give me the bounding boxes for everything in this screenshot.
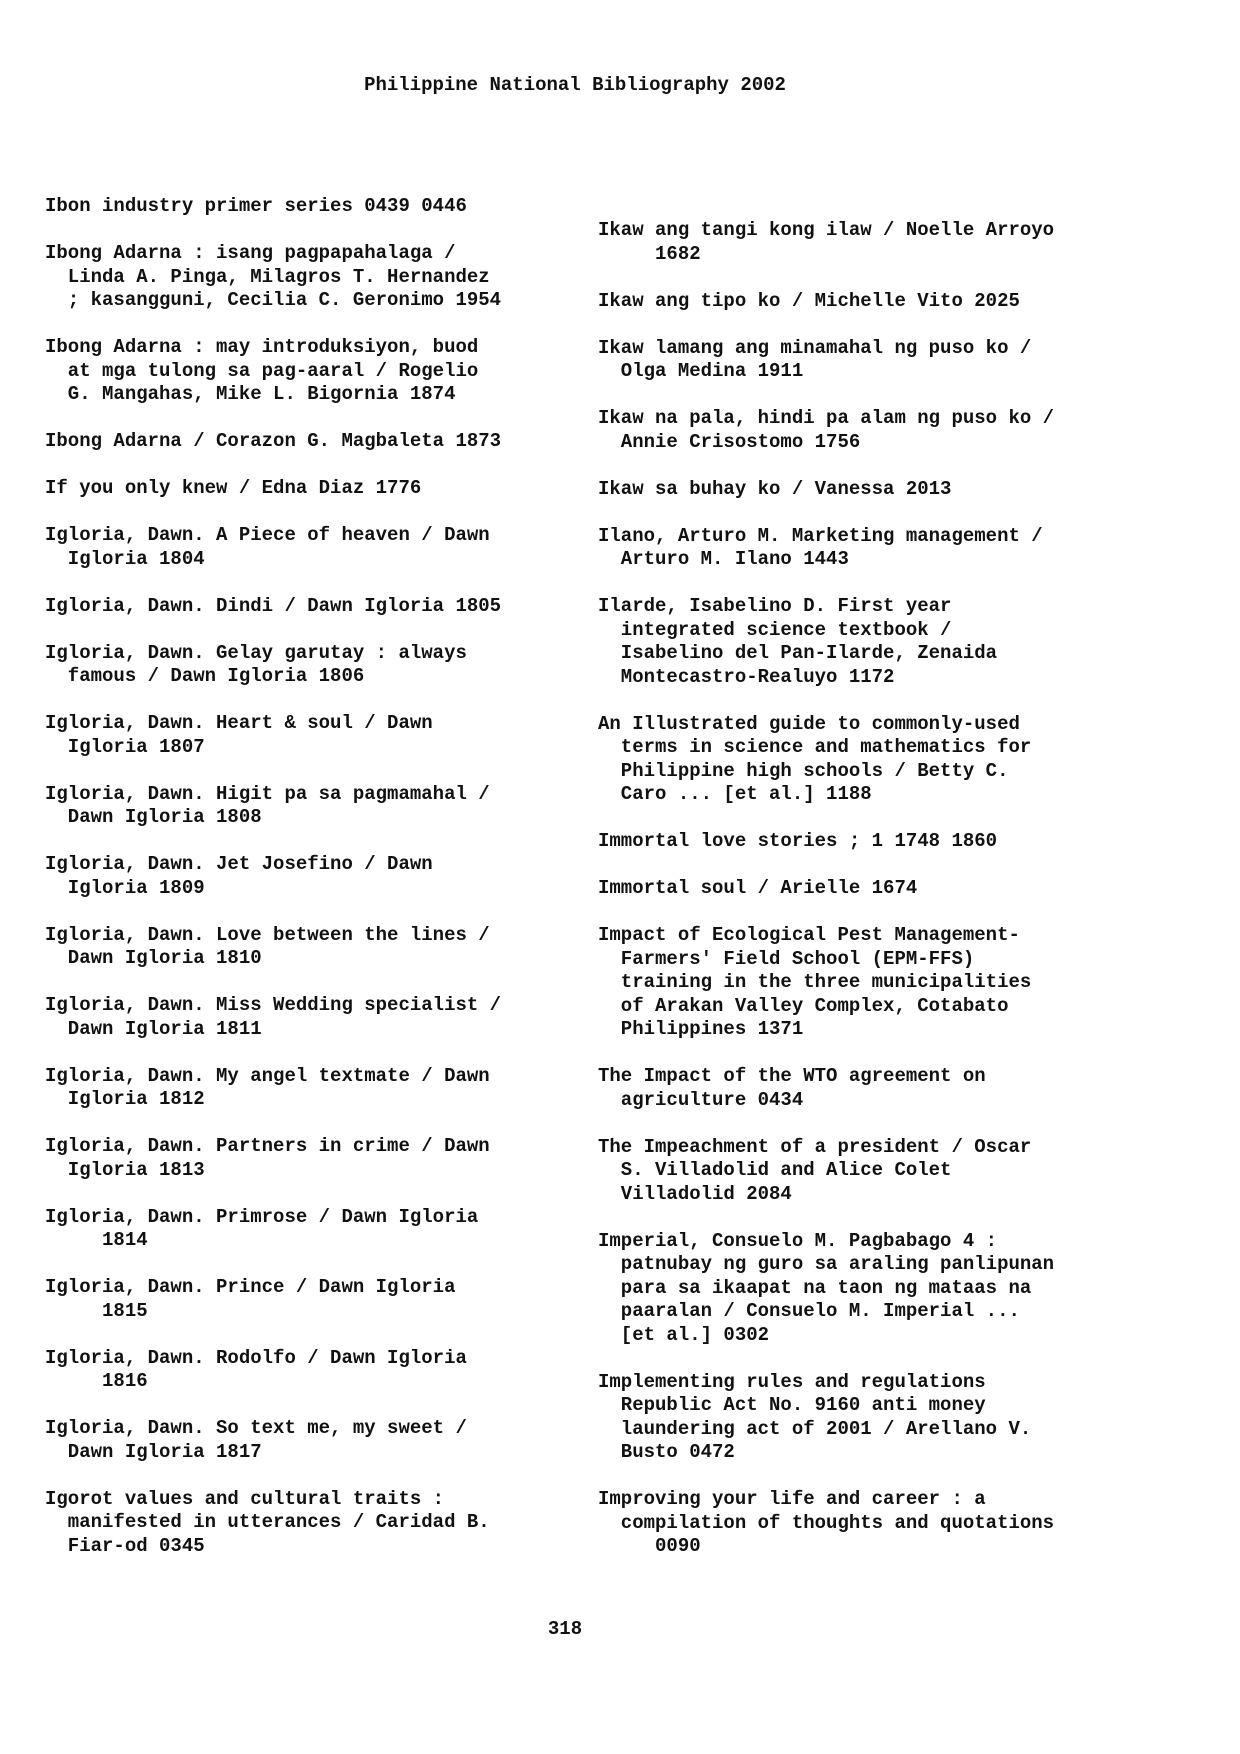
bibliography-entry: Ibong Adarna / Corazon G. Magbaleta 1873	[45, 430, 502, 452]
bibliography-entry: Ilano, Arturo M. Marketing management / Arturo M. Ilano 1443	[598, 524, 1043, 570]
left-column-entries	[45, 195, 605, 1582]
bibliography-entry: Improving your life and career : a compilation of thoughts and quotations 0090	[598, 1488, 1055, 1557]
bibliography-entry: Igloria, Dawn. Love between the lines / Dawn Igloria 1810	[45, 923, 490, 969]
bibliography-entry: Implementing rules and regulations Republic Act No. 9160 anti money laundering act of 2001 / Arellano V. Busto 0472	[598, 1370, 1032, 1463]
bibliography-entry: An Illustrated guide to commonly-used terms in science and mathematics for Philippine high schools / Betty C. Caro ... [et al.] 1188	[598, 712, 1032, 805]
bibliography-entry: If you only knew / Edna Diaz 1776	[45, 477, 422, 499]
bibliography-entry: Ikaw ang tipo ko / Michelle Vito 2025	[598, 289, 1020, 312]
bibliography-entry: Ibon industry primer series 0439 0446	[45, 195, 467, 217]
bibliography-entry: Ikaw lamang ang minamahal ng puso ko / Olga Medina 1911	[598, 336, 1032, 382]
bibliography-entry: Igloria, Dawn. Miss Wedding specialist / Dawn Igloria 1811	[45, 994, 502, 1040]
bibliography-entry: Igloria, Dawn. Dindi / Dawn Igloria 1805	[45, 594, 502, 617]
bibliography-entry: Ikaw ang tangi kong ilaw / Noelle Arroyo 1682	[598, 219, 1055, 265]
bibliography-entry: Ibong Adarna : may introduksiyon, buod at mga tulong sa pag-aaral / Rogelio G. Mangahas, Mike L. Bigornia 1874	[45, 336, 479, 405]
bibliography-entry: Ilarde, Isabelino D. First year integrated science textbook / Isabelino del Pan-Ilarde, Zenaida Montecastro-Realuyo 1172	[598, 595, 998, 688]
page-header-title: Philippine National Bibliography 2002	[364, 74, 786, 96]
bibliography-entry: Igloria, Dawn. Gelay garutay : always famous / Dawn Igloria 1806	[45, 641, 467, 687]
bibliography-entry: Igloria, Dawn. Heart & soul / Dawn Igloria 1807	[45, 712, 433, 758]
bibliography-entry: Immortal soul / Arielle 1674	[598, 877, 918, 899]
bibliography-entry: Ikaw sa buhay ko / Vanessa 2013	[598, 477, 952, 500]
bibliography-entry: Igloria, Dawn. Jet Josefino / Dawn Igloria 1809	[45, 853, 433, 899]
bibliography-entry: Igloria, Dawn. Prince / Dawn Igloria 1815	[45, 1276, 456, 1322]
bibliography-entry: Igloria, Dawn. A Piece of heaven / Dawn Igloria 1804	[45, 524, 490, 570]
bibliography-entry: Igloria, Dawn. My angel textmate / Dawn Igloria 1812	[45, 1064, 490, 1110]
bibliography-entry: Igloria, Dawn. Rodolfo / Dawn Igloria 1816	[45, 1346, 467, 1392]
bibliography-entry: Igloria, Dawn. Partners in crime / Dawn Igloria 1813	[45, 1135, 490, 1181]
bibliography-entry: Ikaw na pala, hindi pa alam ng puso ko / Annie Crisostomo 1756	[598, 407, 1055, 453]
page-number: 318	[547, 1618, 583, 1640]
bibliography-entry: Igloria, Dawn. Primrose / Dawn Igloria 1814	[45, 1205, 479, 1251]
bibliography-entry: Igloria, Dawn. So text me, my sweet / Dawn Igloria 1817	[45, 1417, 467, 1463]
bibliography-entry: Impact of Ecological Pest Management- Farmers' Field School (EPM-FFS) training in the three municipalities of Arakan Valley Complex, Cotabato Philippines 1371	[598, 924, 1032, 1040]
bibliography-entry: Immortal love stories ; 1 1748 1860	[598, 830, 998, 852]
bibliography-entry: The Impeachment of a president / Oscar S. Villadolid and Alice Colet Villadolid 2084	[598, 1135, 1032, 1205]
bibliography-entry: Igorot values and cultural traits : manifested in utterances / Caridad B. Fiar-od 0345	[45, 1487, 490, 1557]
bibliography-entry: Igloria, Dawn. Higit pa sa pagmamahal / Dawn Igloria 1808	[45, 782, 490, 828]
bibliography-entry: Ibong Adarna : isang pagpapahalaga / Linda A. Pinga, Milagros T. Hernandez ; kasangguni, Cecilia C. Geronimo 1954	[45, 242, 502, 311]
right-column-entries	[598, 219, 1158, 1582]
bibliography-entry: Imperial, Consuelo M. Pagbabago 4 : patnubay ng guro sa araling panlipunan para sa ikaapat na taon ng mataas na paaralan / Consuelo M. Imperial ... [et al.] 0302	[598, 1229, 1055, 1346]
bibliography-entry: The Impact of the WTO agreement on agriculture 0434	[598, 1065, 986, 1111]
